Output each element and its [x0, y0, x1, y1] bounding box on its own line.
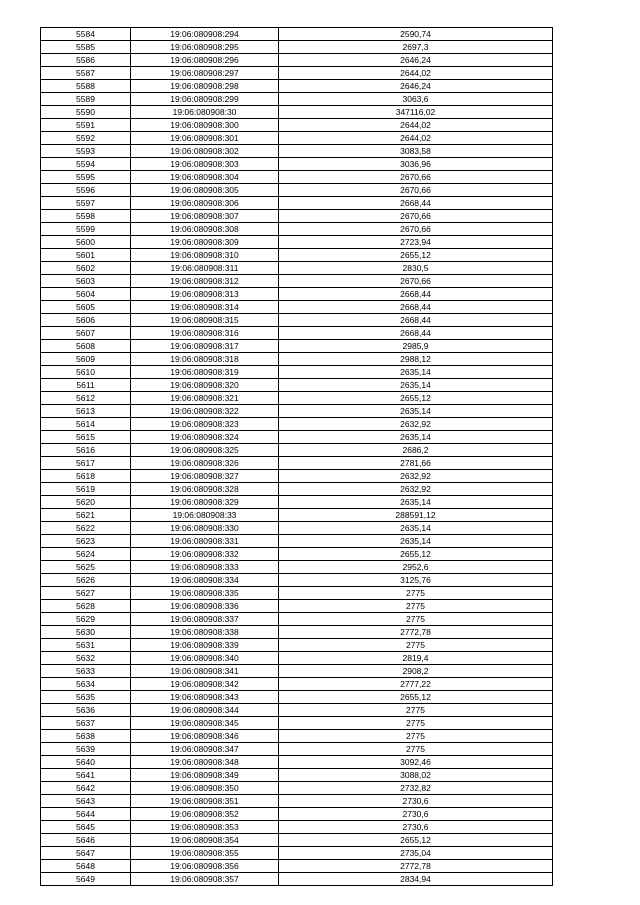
row-number-cell: 5646 — [41, 834, 131, 847]
cadastral-number-cell: 19:06:080908:296 — [131, 54, 279, 67]
row-number-cell: 5606 — [41, 314, 131, 327]
cadastral-number-cell: 19:06:080908:346 — [131, 730, 279, 743]
value-cell: 2670,66 — [279, 223, 553, 236]
table-row — [41, 106, 553, 119]
row-number-cell: 5625 — [41, 561, 131, 574]
row-number-cell: 5648 — [41, 860, 131, 873]
table-row — [41, 379, 553, 392]
row-number-cell: 5609 — [41, 353, 131, 366]
row-number-cell: 5595 — [41, 171, 131, 184]
row-number-cell: 5607 — [41, 327, 131, 340]
cadastral-number-cell: 19:06:080908:315 — [131, 314, 279, 327]
table-row — [41, 587, 553, 600]
table-row — [41, 223, 553, 236]
row-number-cell: 5596 — [41, 184, 131, 197]
value-cell: 2735,04 — [279, 847, 553, 860]
row-number-cell: 5612 — [41, 392, 131, 405]
value-cell: 2777,22 — [279, 678, 553, 691]
value-cell: 3036,96 — [279, 158, 553, 171]
cadastral-number-cell: 19:06:080908:352 — [131, 808, 279, 821]
table-row — [41, 522, 553, 535]
row-number-cell: 5621 — [41, 509, 131, 522]
row-number-cell: 5623 — [41, 535, 131, 548]
value-cell: 2834,94 — [279, 873, 553, 886]
cadastral-number-cell: 19:06:080908:343 — [131, 691, 279, 704]
cadastral-number-cell: 19:06:080908:354 — [131, 834, 279, 847]
value-cell: 288591,12 — [279, 509, 553, 522]
value-cell: 2670,66 — [279, 210, 553, 223]
value-cell: 3125,76 — [279, 574, 553, 587]
cadastral-number-cell: 19:06:080908:323 — [131, 418, 279, 431]
table-row — [41, 847, 553, 860]
data-table — [40, 27, 553, 886]
value-cell: 2655,12 — [279, 392, 553, 405]
table-row — [41, 509, 553, 522]
cadastral-number-cell: 19:06:080908:299 — [131, 93, 279, 106]
value-cell: 2635,14 — [279, 379, 553, 392]
value-cell: 2908,2 — [279, 665, 553, 678]
table-row — [41, 834, 553, 847]
row-number-cell: 5637 — [41, 717, 131, 730]
table-row — [41, 67, 553, 80]
value-cell: 2775 — [279, 613, 553, 626]
table-row — [41, 665, 553, 678]
table-row — [41, 795, 553, 808]
table-row — [41, 743, 553, 756]
value-cell: 2775 — [279, 717, 553, 730]
row-number-cell: 5616 — [41, 444, 131, 457]
cadastral-number-cell: 19:06:080908:316 — [131, 327, 279, 340]
row-number-cell: 5598 — [41, 210, 131, 223]
cadastral-number-cell: 19:06:080908:321 — [131, 392, 279, 405]
cadastral-number-cell: 19:06:080908:340 — [131, 652, 279, 665]
value-cell: 2985,9 — [279, 340, 553, 353]
cadastral-number-cell: 19:06:080908:338 — [131, 626, 279, 639]
table-row — [41, 249, 553, 262]
table-row — [41, 457, 553, 470]
row-number-cell: 5587 — [41, 67, 131, 80]
value-cell: 2819,4 — [279, 652, 553, 665]
row-number-cell: 5638 — [41, 730, 131, 743]
value-cell: 3083,58 — [279, 145, 553, 158]
table-row — [41, 210, 553, 223]
row-number-cell: 5622 — [41, 522, 131, 535]
value-cell: 2632,92 — [279, 470, 553, 483]
row-number-cell: 5639 — [41, 743, 131, 756]
cadastral-number-cell: 19:06:080908:342 — [131, 678, 279, 691]
row-number-cell: 5591 — [41, 119, 131, 132]
cadastral-number-cell: 19:06:080908:317 — [131, 340, 279, 353]
row-number-cell: 5627 — [41, 587, 131, 600]
row-number-cell: 5649 — [41, 873, 131, 886]
table-row — [41, 132, 553, 145]
value-cell: 2668,44 — [279, 327, 553, 340]
table-row — [41, 483, 553, 496]
row-number-cell: 5602 — [41, 262, 131, 275]
table-row — [41, 873, 553, 886]
value-cell: 2632,92 — [279, 483, 553, 496]
cadastral-number-cell: 19:06:080908:337 — [131, 613, 279, 626]
value-cell: 2781,66 — [279, 457, 553, 470]
cadastral-number-cell: 19:06:080908:326 — [131, 457, 279, 470]
cadastral-number-cell: 19:06:080908:314 — [131, 301, 279, 314]
cadastral-number-cell: 19:06:080908:311 — [131, 262, 279, 275]
row-number-cell: 5588 — [41, 80, 131, 93]
value-cell: 2775 — [279, 587, 553, 600]
value-cell: 2635,14 — [279, 522, 553, 535]
cadastral-number-cell: 19:06:080908:30 — [131, 106, 279, 119]
cadastral-number-cell: 19:06:080908:344 — [131, 704, 279, 717]
table-row — [41, 353, 553, 366]
value-cell: 2668,44 — [279, 197, 553, 210]
cadastral-number-cell: 19:06:080908:345 — [131, 717, 279, 730]
row-number-cell: 5603 — [41, 275, 131, 288]
table-row — [41, 145, 553, 158]
row-number-cell: 5608 — [41, 340, 131, 353]
table-row — [41, 535, 553, 548]
row-number-cell: 5628 — [41, 600, 131, 613]
table-row — [41, 54, 553, 67]
table-row — [41, 418, 553, 431]
cadastral-number-cell: 19:06:080908:335 — [131, 587, 279, 600]
table-row — [41, 717, 553, 730]
row-number-cell: 5594 — [41, 158, 131, 171]
row-number-cell: 5592 — [41, 132, 131, 145]
table-row — [41, 548, 553, 561]
value-cell: 2644,02 — [279, 119, 553, 132]
cadastral-number-cell: 19:06:080908:331 — [131, 535, 279, 548]
table-row — [41, 392, 553, 405]
value-cell: 2723,94 — [279, 236, 553, 249]
cadastral-number-cell: 19:06:080908:348 — [131, 756, 279, 769]
value-cell: 3092,46 — [279, 756, 553, 769]
cadastral-number-cell: 19:06:080908:355 — [131, 847, 279, 860]
row-number-cell: 5645 — [41, 821, 131, 834]
value-cell: 2775 — [279, 743, 553, 756]
cadastral-number-cell: 19:06:080908:294 — [131, 28, 279, 41]
row-number-cell: 5619 — [41, 483, 131, 496]
value-cell: 2635,14 — [279, 366, 553, 379]
table-row — [41, 730, 553, 743]
row-number-cell: 5643 — [41, 795, 131, 808]
cadastral-number-cell: 19:06:080908:339 — [131, 639, 279, 652]
value-cell: 2730,6 — [279, 821, 553, 834]
row-number-cell: 5642 — [41, 782, 131, 795]
cadastral-number-cell: 19:06:080908:328 — [131, 483, 279, 496]
table-row — [41, 431, 553, 444]
value-cell: 2670,66 — [279, 275, 553, 288]
value-cell: 2830,5 — [279, 262, 553, 275]
value-cell: 2644,02 — [279, 132, 553, 145]
value-cell: 347116,02 — [279, 106, 553, 119]
table-row — [41, 28, 553, 41]
row-number-cell: 5632 — [41, 652, 131, 665]
row-number-cell: 5640 — [41, 756, 131, 769]
cadastral-number-cell: 19:06:080908:305 — [131, 184, 279, 197]
row-number-cell: 5644 — [41, 808, 131, 821]
value-cell: 2697,3 — [279, 41, 553, 54]
table-row — [41, 678, 553, 691]
table-row — [41, 80, 553, 93]
cadastral-number-cell: 19:06:080908:308 — [131, 223, 279, 236]
cadastral-number-cell: 19:06:080908:325 — [131, 444, 279, 457]
row-number-cell: 5610 — [41, 366, 131, 379]
value-cell: 2646,24 — [279, 80, 553, 93]
value-cell: 2668,44 — [279, 288, 553, 301]
table-row — [41, 626, 553, 639]
cadastral-number-cell: 19:06:080908:347 — [131, 743, 279, 756]
table-row — [41, 184, 553, 197]
row-number-cell: 5585 — [41, 41, 131, 54]
cadastral-number-cell: 19:06:080908:330 — [131, 522, 279, 535]
cadastral-number-cell: 19:06:080908:324 — [131, 431, 279, 444]
value-cell: 2635,14 — [279, 405, 553, 418]
row-number-cell: 5614 — [41, 418, 131, 431]
value-cell: 2730,6 — [279, 795, 553, 808]
row-number-cell: 5634 — [41, 678, 131, 691]
table-row — [41, 158, 553, 171]
cadastral-number-cell: 19:06:080908:313 — [131, 288, 279, 301]
row-number-cell: 5615 — [41, 431, 131, 444]
row-number-cell: 5613 — [41, 405, 131, 418]
value-cell: 2952,6 — [279, 561, 553, 574]
cadastral-number-cell: 19:06:080908:309 — [131, 236, 279, 249]
value-cell: 2635,14 — [279, 496, 553, 509]
table-row — [41, 691, 553, 704]
table-row — [41, 860, 553, 873]
value-cell: 2668,44 — [279, 314, 553, 327]
value-cell: 2590,74 — [279, 28, 553, 41]
table-row — [41, 327, 553, 340]
table-row — [41, 704, 553, 717]
value-cell: 2655,12 — [279, 834, 553, 847]
cadastral-number-cell: 19:06:080908:319 — [131, 366, 279, 379]
table-row — [41, 93, 553, 106]
value-cell: 2655,12 — [279, 691, 553, 704]
table-row — [41, 808, 553, 821]
cadastral-number-cell: 19:06:080908:336 — [131, 600, 279, 613]
row-number-cell: 5586 — [41, 54, 131, 67]
table-row — [41, 639, 553, 652]
cadastral-number-cell: 19:06:080908:320 — [131, 379, 279, 392]
table-row — [41, 470, 553, 483]
row-number-cell: 5599 — [41, 223, 131, 236]
table-row — [41, 340, 553, 353]
table-row — [41, 314, 553, 327]
row-number-cell: 5604 — [41, 288, 131, 301]
cadastral-number-cell: 19:06:080908:306 — [131, 197, 279, 210]
value-cell: 2775 — [279, 730, 553, 743]
value-cell: 2632,92 — [279, 418, 553, 431]
value-cell: 2775 — [279, 639, 553, 652]
row-number-cell: 5626 — [41, 574, 131, 587]
cadastral-number-cell: 19:06:080908:332 — [131, 548, 279, 561]
cadastral-number-cell: 19:06:080908:302 — [131, 145, 279, 158]
cadastral-number-cell: 19:06:080908:329 — [131, 496, 279, 509]
value-cell: 3063,6 — [279, 93, 553, 106]
cadastral-number-cell: 19:06:080908:341 — [131, 665, 279, 678]
table-row — [41, 171, 553, 184]
table-row — [41, 782, 553, 795]
table-row — [41, 236, 553, 249]
row-number-cell: 5624 — [41, 548, 131, 561]
value-cell: 2988,12 — [279, 353, 553, 366]
value-cell: 3088,02 — [279, 769, 553, 782]
row-number-cell: 5620 — [41, 496, 131, 509]
value-cell: 2732,82 — [279, 782, 553, 795]
cadastral-number-cell: 19:06:080908:307 — [131, 210, 279, 223]
row-number-cell: 5605 — [41, 301, 131, 314]
row-number-cell: 5589 — [41, 93, 131, 106]
row-number-cell: 5635 — [41, 691, 131, 704]
value-cell: 2635,14 — [279, 535, 553, 548]
value-cell: 2635,14 — [279, 431, 553, 444]
value-cell: 2775 — [279, 704, 553, 717]
cadastral-number-cell: 19:06:080908:312 — [131, 275, 279, 288]
value-cell: 2646,24 — [279, 54, 553, 67]
table-row — [41, 41, 553, 54]
cadastral-number-cell: 19:06:080908:295 — [131, 41, 279, 54]
row-number-cell: 5590 — [41, 106, 131, 119]
table-row — [41, 444, 553, 457]
table-row — [41, 613, 553, 626]
cadastral-number-cell: 19:06:080908:33 — [131, 509, 279, 522]
table-body — [41, 28, 553, 886]
value-cell: 2670,66 — [279, 171, 553, 184]
value-cell: 2730,6 — [279, 808, 553, 821]
row-number-cell: 5636 — [41, 704, 131, 717]
cadastral-number-cell: 19:06:080908:350 — [131, 782, 279, 795]
row-number-cell: 5597 — [41, 197, 131, 210]
cadastral-number-cell: 19:06:080908:349 — [131, 769, 279, 782]
cadastral-number-cell: 19:06:080908:353 — [131, 821, 279, 834]
row-number-cell: 5618 — [41, 470, 131, 483]
table-row — [41, 262, 553, 275]
table-row — [41, 197, 553, 210]
row-number-cell: 5617 — [41, 457, 131, 470]
value-cell: 2644,02 — [279, 67, 553, 80]
table-row — [41, 301, 553, 314]
row-number-cell: 5630 — [41, 626, 131, 639]
cadastral-number-cell: 19:06:080908:298 — [131, 80, 279, 93]
row-number-cell: 5629 — [41, 613, 131, 626]
value-cell: 2670,66 — [279, 184, 553, 197]
table-row — [41, 405, 553, 418]
row-number-cell: 5641 — [41, 769, 131, 782]
table-row — [41, 756, 553, 769]
cadastral-number-cell: 19:06:080908:318 — [131, 353, 279, 366]
row-number-cell: 5601 — [41, 249, 131, 262]
cadastral-number-cell: 19:06:080908:351 — [131, 795, 279, 808]
row-number-cell: 5600 — [41, 236, 131, 249]
table-row — [41, 821, 553, 834]
cadastral-number-cell: 19:06:080908:310 — [131, 249, 279, 262]
cadastral-number-cell: 19:06:080908:334 — [131, 574, 279, 587]
value-cell: 2655,12 — [279, 548, 553, 561]
cadastral-number-cell: 19:06:080908:357 — [131, 873, 279, 886]
row-number-cell: 5633 — [41, 665, 131, 678]
cadastral-number-cell: 19:06:080908:297 — [131, 67, 279, 80]
row-number-cell: 5611 — [41, 379, 131, 392]
cadastral-number-cell: 19:06:080908:304 — [131, 171, 279, 184]
cadastral-number-cell: 19:06:080908:333 — [131, 561, 279, 574]
table-row — [41, 275, 553, 288]
table-row — [41, 496, 553, 509]
cadastral-number-cell: 19:06:080908:301 — [131, 132, 279, 145]
cadastral-number-cell: 19:06:080908:300 — [131, 119, 279, 132]
table-row — [41, 574, 553, 587]
value-cell: 2668,44 — [279, 301, 553, 314]
value-cell: 2775 — [279, 600, 553, 613]
value-cell: 2772,78 — [279, 860, 553, 873]
row-number-cell: 5631 — [41, 639, 131, 652]
cadastral-number-cell: 19:06:080908:356 — [131, 860, 279, 873]
table-row — [41, 119, 553, 132]
row-number-cell: 5647 — [41, 847, 131, 860]
cadastral-number-cell: 19:06:080908:322 — [131, 405, 279, 418]
table-row — [41, 652, 553, 665]
table-row — [41, 561, 553, 574]
cadastral-number-cell: 19:06:080908:303 — [131, 158, 279, 171]
row-number-cell: 5584 — [41, 28, 131, 41]
table-row — [41, 366, 553, 379]
table-row — [41, 600, 553, 613]
table-row — [41, 288, 553, 301]
value-cell: 2686,2 — [279, 444, 553, 457]
value-cell: 2655,12 — [279, 249, 553, 262]
cadastral-number-cell: 19:06:080908:327 — [131, 470, 279, 483]
row-number-cell: 5593 — [41, 145, 131, 158]
table-row — [41, 769, 553, 782]
value-cell: 2772,78 — [279, 626, 553, 639]
